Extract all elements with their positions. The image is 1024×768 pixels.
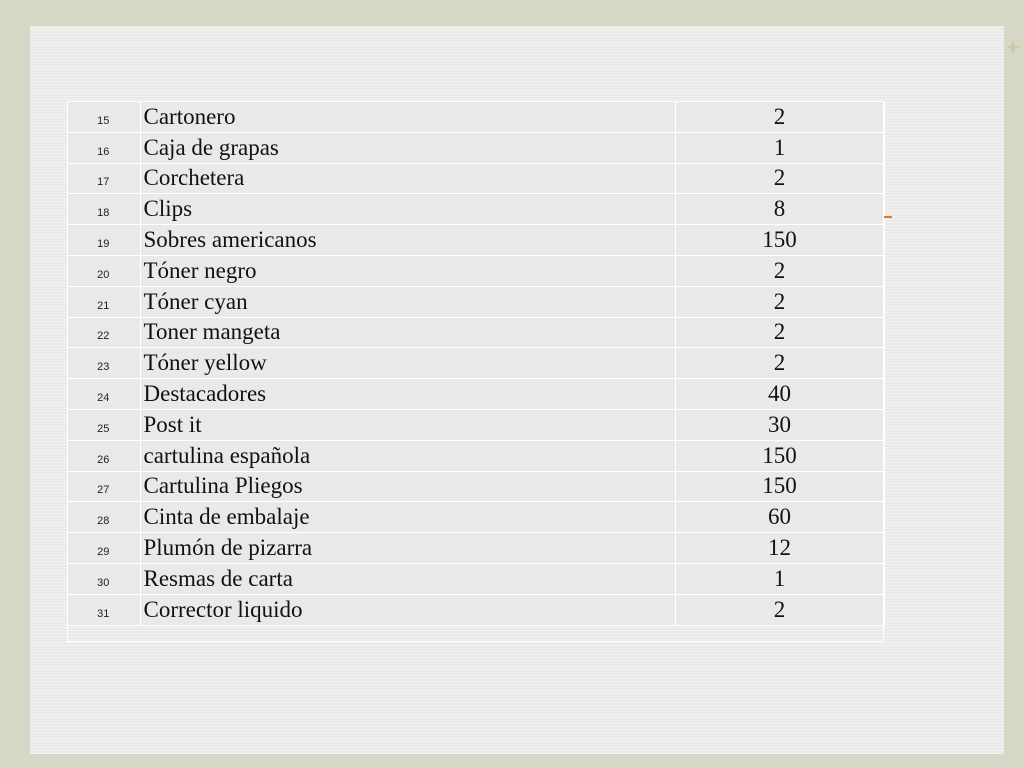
item-quantity: 2 — [675, 102, 884, 133]
item-name: Cinta de embalaje — [140, 502, 675, 533]
item-name: Tóner cyan — [140, 286, 675, 317]
table-row — [67, 471, 884, 502]
row-number: 19 — [67, 225, 140, 256]
row-number: 30 — [67, 563, 140, 594]
row-number: 20 — [67, 255, 140, 286]
row-number: 29 — [67, 533, 140, 564]
table-row — [67, 132, 884, 163]
row-number: 17 — [67, 163, 140, 194]
row-number: 18 — [67, 194, 140, 225]
slide-border — [0, 0, 30, 768]
item-quantity: 60 — [675, 502, 884, 533]
table-row — [67, 594, 884, 625]
row-number: 31 — [67, 594, 140, 625]
row-number: 16 — [67, 132, 140, 163]
item-name: Corchetera — [140, 163, 675, 194]
item-quantity: 150 — [675, 471, 884, 502]
item-name: Caja de grapas — [140, 132, 675, 163]
table-row — [67, 533, 884, 564]
item-name: Tóner negro — [140, 255, 675, 286]
supplies-table-body — [67, 102, 884, 626]
row-number: 15 — [67, 102, 140, 133]
table-row — [67, 102, 884, 133]
item-quantity: 1 — [675, 563, 884, 594]
row-number: 23 — [67, 348, 140, 379]
item-quantity: 8 — [675, 194, 884, 225]
item-quantity: 150 — [675, 440, 884, 471]
table-row — [67, 379, 884, 410]
table-row — [67, 286, 884, 317]
table-row — [67, 163, 884, 194]
table-row — [67, 317, 884, 348]
item-name: Sobres americanos — [140, 225, 675, 256]
item-name: cartulina española — [140, 440, 675, 471]
item-quantity: 2 — [675, 163, 884, 194]
table-row — [67, 563, 884, 594]
item-quantity: 2 — [675, 348, 884, 379]
table-row — [67, 409, 884, 440]
item-quantity: 1 — [675, 132, 884, 163]
item-quantity: 2 — [675, 255, 884, 286]
item-quantity: 2 — [675, 317, 884, 348]
item-quantity: 30 — [675, 409, 884, 440]
row-number: 22 — [67, 317, 140, 348]
item-name: Resmas de carta — [140, 563, 675, 594]
star-icon — [1006, 40, 1020, 54]
item-quantity: 12 — [675, 533, 884, 564]
row-number: 27 — [67, 471, 140, 502]
item-name: Plumón de pizarra — [140, 533, 675, 564]
row-number: 28 — [67, 502, 140, 533]
table-row — [67, 194, 884, 225]
table-row — [67, 225, 884, 256]
item-name: Corrector liquido — [140, 594, 675, 625]
item-name: Toner mangeta — [140, 317, 675, 348]
item-quantity: 2 — [675, 594, 884, 625]
item-name: Post it — [140, 409, 675, 440]
table-row — [67, 440, 884, 471]
accent-dash — [884, 216, 892, 218]
item-name: Clips — [140, 194, 675, 225]
table-row — [67, 348, 884, 379]
item-name: Destacadores — [140, 379, 675, 410]
item-name: Cartulina Pliegos — [140, 471, 675, 502]
item-quantity: 40 — [675, 379, 884, 410]
table-row — [67, 502, 884, 533]
row-number: 26 — [67, 440, 140, 471]
item-name: Cartonero — [140, 102, 675, 133]
row-number: 21 — [67, 286, 140, 317]
supplies-table — [67, 101, 885, 626]
row-number: 25 — [67, 409, 140, 440]
item-name: Tóner yellow — [140, 348, 675, 379]
row-number: 24 — [67, 379, 140, 410]
table-row — [67, 255, 884, 286]
item-quantity: 2 — [675, 286, 884, 317]
item-quantity: 150 — [675, 225, 884, 256]
